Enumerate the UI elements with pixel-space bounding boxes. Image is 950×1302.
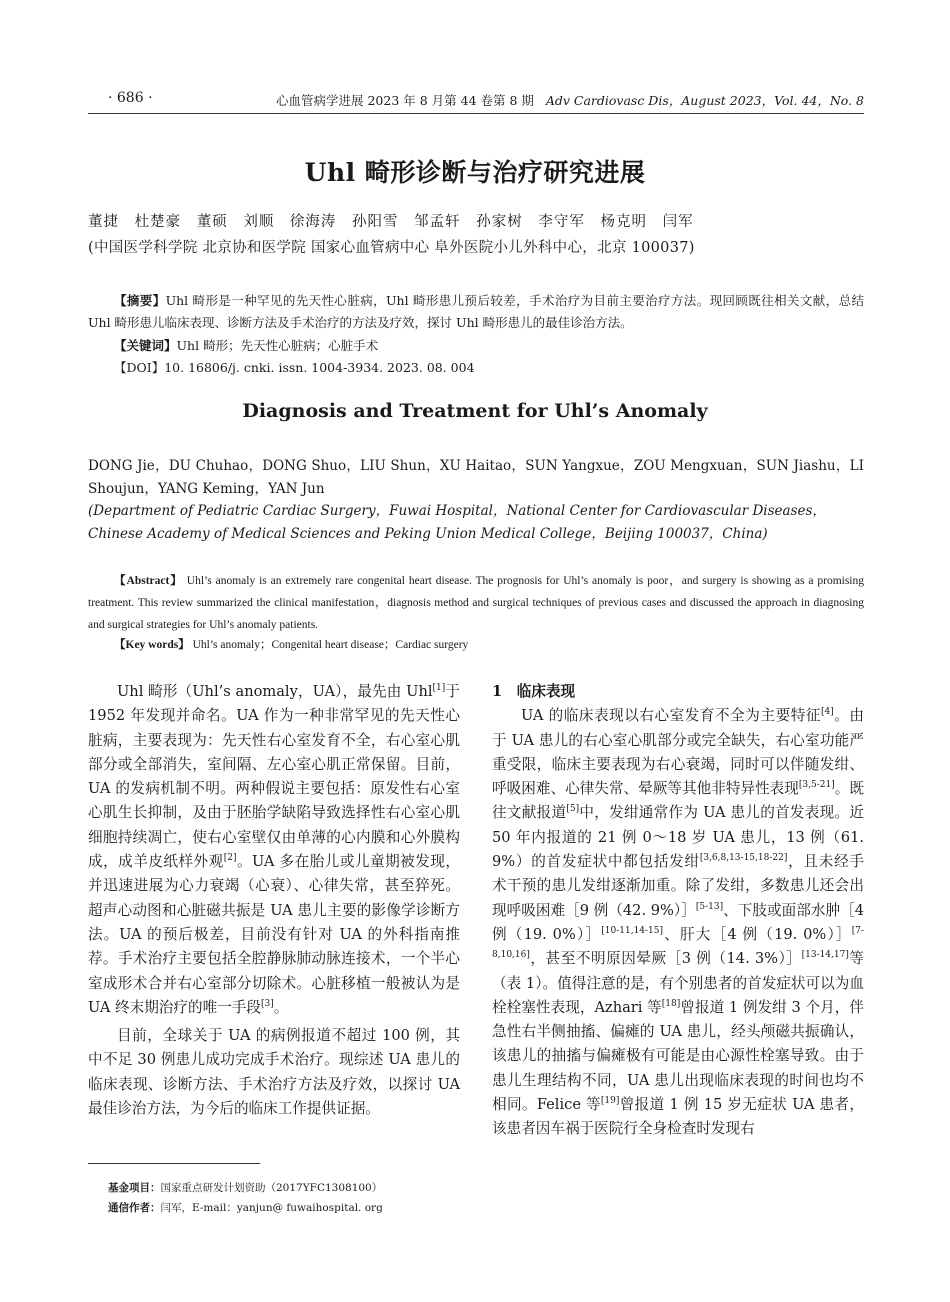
fund-text: 国家重点研发计划资助（2017YFC1308100） — [160, 1182, 383, 1194]
abstract-cn-label: 【摘要】 — [114, 293, 166, 308]
doi-line — [114, 358, 475, 376]
citation: [3,6,8,13-15,18-22] — [699, 853, 788, 864]
citation: [13-14,17] — [801, 950, 849, 961]
abstract-en — [88, 570, 864, 636]
clinical-paragraph: UA 的临床表现以右心室发育不全为主要特征[4]。由于 UA 患儿的右心室心肌部分或完全缺失，右心室功能严重受限，临床主要表现为右心衰竭，同时可以伴随发绀、呼吸困难、心律失常、晕厥等其他非特异性表现[3,5-21]。既往文献报道[5]中，发绀通常作为 UA 患儿的首发表现。近 50 年内报道的 21 例 0～18 岁 UA 患儿，13 例（61. 9%）的首发症状中都包括发绀[3,6,8,13-15,18-22]，且未经手术干预的患儿发绀逐渐加重。除了发绀，多数患儿还会出现呼吸困难［9 例（42. 9%）］[5-13]、下肢或面部水肿［4 例（19. 0%）］[10-11,14-15]、肝大［4 例（19. 0%）］[7-8,10,16]，甚至不明原因晕厥［3 例（14. 3%）］[13-14,17]等（表 1）。值得注意的是，有个别患者的首发症状可以为血栓栓塞性表现，Azhari 等[18]曾报道 1 例发绀 3 个月，伴急性右半侧抽搐、偏瘫的 UA 患儿，经头颅磁共振确认，该患儿的抽搐与偏瘫极有可能是由心源性栓塞导致。由于患儿生理结构不同，UA 患儿出现临床表现的时间也均不相同。Felice 等[19]曾报道 1 例 15 岁无症状 UA 患者，该患者因车祸于医院行全身检查时发现右 — [492, 707, 865, 1138]
citation: [2] — [223, 853, 237, 864]
keywords-cn-text: Uhl 畸形；先天性心脏病；心脏手术 — [176, 338, 379, 353]
running-header — [276, 91, 864, 109]
citation: [19] — [600, 1096, 620, 1107]
corr-text: 闫军，E-mail：yanjun@ fuwaihospital. org — [160, 1202, 383, 1214]
body-right-column — [492, 680, 864, 1142]
citation: [7-8,10,16] — [492, 926, 865, 961]
title-en: Diagnosis and Treatment for Uhl’s Anomaly — [242, 400, 708, 422]
keywords-en-label: 【Key words】 — [114, 639, 190, 651]
keywords-cn — [114, 336, 378, 354]
citation: [5] — [566, 804, 580, 815]
citation: [5-13] — [695, 901, 724, 912]
affiliation-cn: (中国医学科学院 北京协和医学院 国家心血管病中心 阜外医院小儿外科中心，北京 100037) — [88, 240, 695, 256]
section-heading-clinical: 1 临床表现 — [492, 683, 576, 700]
abstract-cn — [88, 290, 864, 333]
citation: [3,5-21] — [798, 780, 835, 791]
citation: [3] — [260, 999, 274, 1009]
doi-label: 【DOI】 — [114, 360, 165, 375]
body-left-column — [88, 680, 460, 1121]
journal-en: Adv Cardiovasc Dis，August 2023，Vol. 44，No. 8 — [545, 93, 864, 108]
citation: [4] — [820, 707, 834, 718]
fund-label: 基金项目： — [108, 1182, 161, 1194]
abstract-en-label: 【Abstract】 — [114, 575, 183, 587]
citation: [10-11,14-15] — [601, 926, 664, 937]
authors-cn: 董捷 杜楚豪 董硕 刘顺 徐海涛 孙阳雪 邹孟轩 孙家树 李守军 杨克明 闫军 — [88, 214, 694, 230]
affiliation-en: (Department of Pediatric Cardiac Surgery，Fuwai Hospital，National Center for Cardiovascular Diseases，Chinese Academy of Medical Sciences and Peking Union Medical College，Beijing 100037，China) — [88, 503, 826, 542]
journal-cn: 心血管病学进展 2023 年 8 月第 44 卷第 8 期 — [275, 93, 534, 108]
page-number: · 686 · — [108, 90, 153, 106]
keywords-en — [114, 636, 468, 652]
abstract-en-text: Uhl’s anomaly is an extremely rare congenital heart disease. The prognosis for Uhl’s anomaly is poor，and surgery is showing as a promising treatment. This review summarized the clinical manifestation，diagnosis method and surgical techniques of previous cases and discussed the approach in diagnosing and surgical strategies for Uhl’s anomaly patients. — [88, 575, 864, 631]
intro-paragraph-1: Uhl 畸形（Uhl’s anomaly，UA），最先由 Uhl[1]于 1952 年发现并命名。UA 作为一种非常罕见的先天性心脏病，主要表现为：先天性右心室发育不全，右心室心肌部分或全部消失，室间隔、左心室心肌正常保留。目前，UA 的发病机制不明。两种假说主要包括：原发性右心室心肌生长抑制，及由于胚胎学缺陷导致选择性右心室心肌细胞持续凋亡，使右心室壁仅由单薄的心内膜和心外膜构成，成羊皮纸样外观[2]。UA 多在胎儿或儿童期被发现，并迅速进展为心力衰竭（心衰）、心律失常，甚至猝死。超声心动图和心脏磁共振是 UA 患儿主要的影像学诊断方法。UA 的预后极差，目前没有针对 UA 的外科指南推荐。手术治疗主要包括全腔静脉肺动脉连接术，一个半心室成形术合并右心室部分切除术。心脏移植一般被认为是 UA 终末期治疗的唯一手段[3]。 — [88, 683, 460, 1016]
citation: [1] — [432, 683, 446, 694]
title-cn: Uhl 畸形诊断与治疗研究进展 — [304, 158, 646, 187]
abstract-cn-text: Uhl 畸形是一种罕见的先天性心脏病，Uhl 畸形患儿预后较差，手术治疗为目前主要治疗方法。现回顾既往相关文献，总结 Uhl 畸形患儿临床表现、诊断方法及手术治疗的方法及疗效，探讨 Uhl 畸形患儿的最佳诊治方法。 — [88, 293, 864, 330]
footnote-funding — [108, 1180, 382, 1195]
doi-value: 10. 16806/j. cnki. issn. 1004-3934. 2023. 08. 004 — [164, 360, 475, 375]
intro-paragraph-2: 目前，全球关于 UA 的病例报道不超过 100 例，其中不足 30 例患儿成功完成手术治疗。现综述 UA 患儿的临床表现、诊断方法、手术治疗方法及疗效，以探讨 UA 最佳诊治方法，为今后的临床工作提供证据。 — [88, 1027, 460, 1118]
footnote-corresponding — [108, 1200, 383, 1215]
keywords-en-text: Uhl’s anomaly；Congenital heart disease；Cardiac surgery — [192, 639, 469, 651]
footnote-rule — [88, 1163, 260, 1164]
authors-en: DONG Jie，DU Chuhao，DONG Shuo，LIU Shun，XU Haitao，SUN Yangxue，ZOU Mengxuan，SUN Jiashu，LI Shoujun，YANG Keming，YAN Jun — [88, 458, 864, 497]
keywords-cn-label: 【关键词】 — [114, 338, 177, 353]
header-rule — [88, 113, 864, 114]
citation: [18] — [661, 999, 681, 1009]
corr-label: 通信作者： — [108, 1202, 161, 1214]
